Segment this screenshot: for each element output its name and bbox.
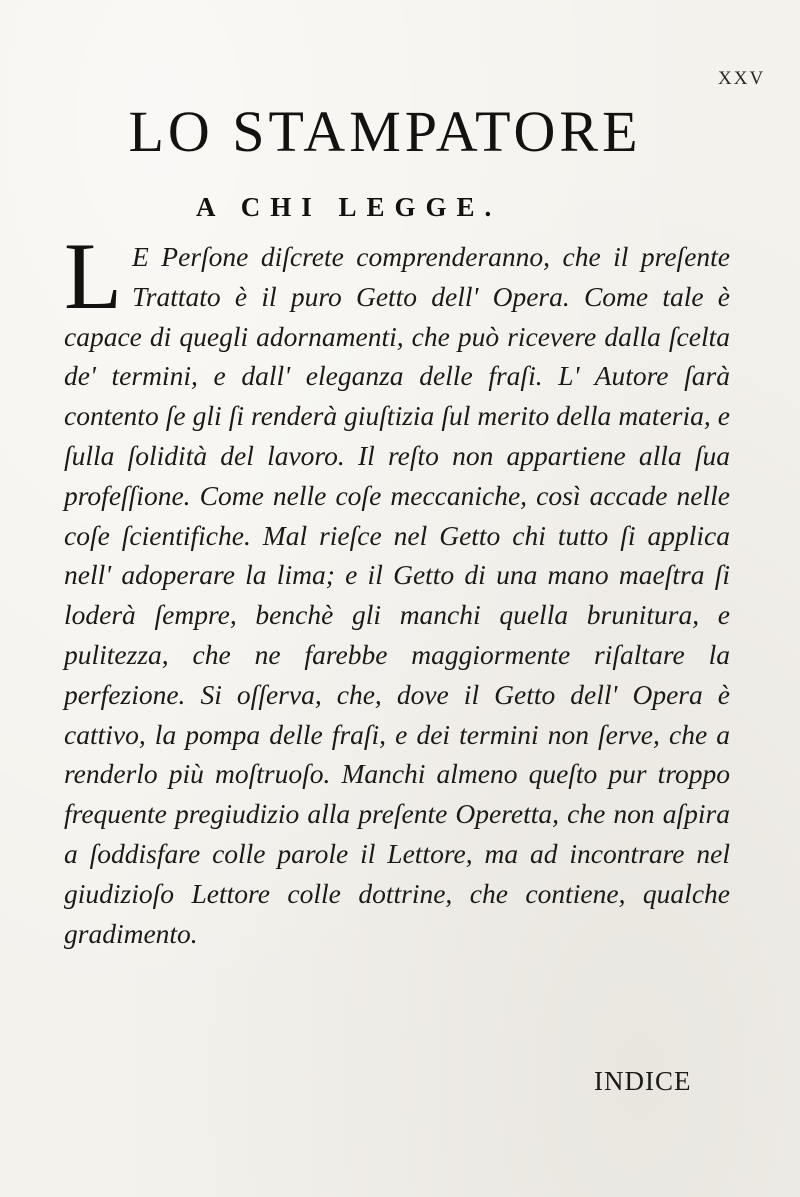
body-paragraph [64, 223, 730, 953]
page-subtitle: A CHI LEGGE. [196, 192, 502, 222]
page-signature: XXV [718, 68, 766, 89]
catchword: INDICE [594, 1066, 692, 1096]
page-title: LO STAMPATORE [128, 99, 642, 164]
body-text: E Perſone diſcrete comprenderanno, che il preſente Trattato è il puro Getto dell' Opera. Come tale è capace di quegli adornamenti, che può ricevere dalla ſcelta de' termini, e dall' eleganza delle fraſi. L' Autore ſarà contento ſe gli ſi renderà giuſtizia ſul merito della materia, e ſulla ſolidità del lavoro. Il reſto non appartiene alla ſua profeſſione. Come nelle coſe meccaniche, così accade nelle coſe ſcientifiche. Mal rieſce nel Getto chi tutto ſi applica nell' adoperare la lima; e il Getto di una mano maeſtra ſi loderà ſempre, benchè gli manchi quella brunitura, e pulitezza, che ne farebbe maggiormente riſaltare la perfezione. Si oſſerva, che, dove il Getto dell' Opera è cattivo, la pompa delle fraſi, e dei termini non ſerve, che a renderlo più moſtruoſo. Manchi almeno queſto pur troppo frequente pregiudizio alla preſente Operetta, che non aſpira a ſoddisfare colle parole il Lettore, ma ad incontrare nel giudizioſo Lettore colle dottrine, che contiene, qualche gradimento. [64, 241, 730, 949]
drop-cap: L [64, 223, 123, 329]
